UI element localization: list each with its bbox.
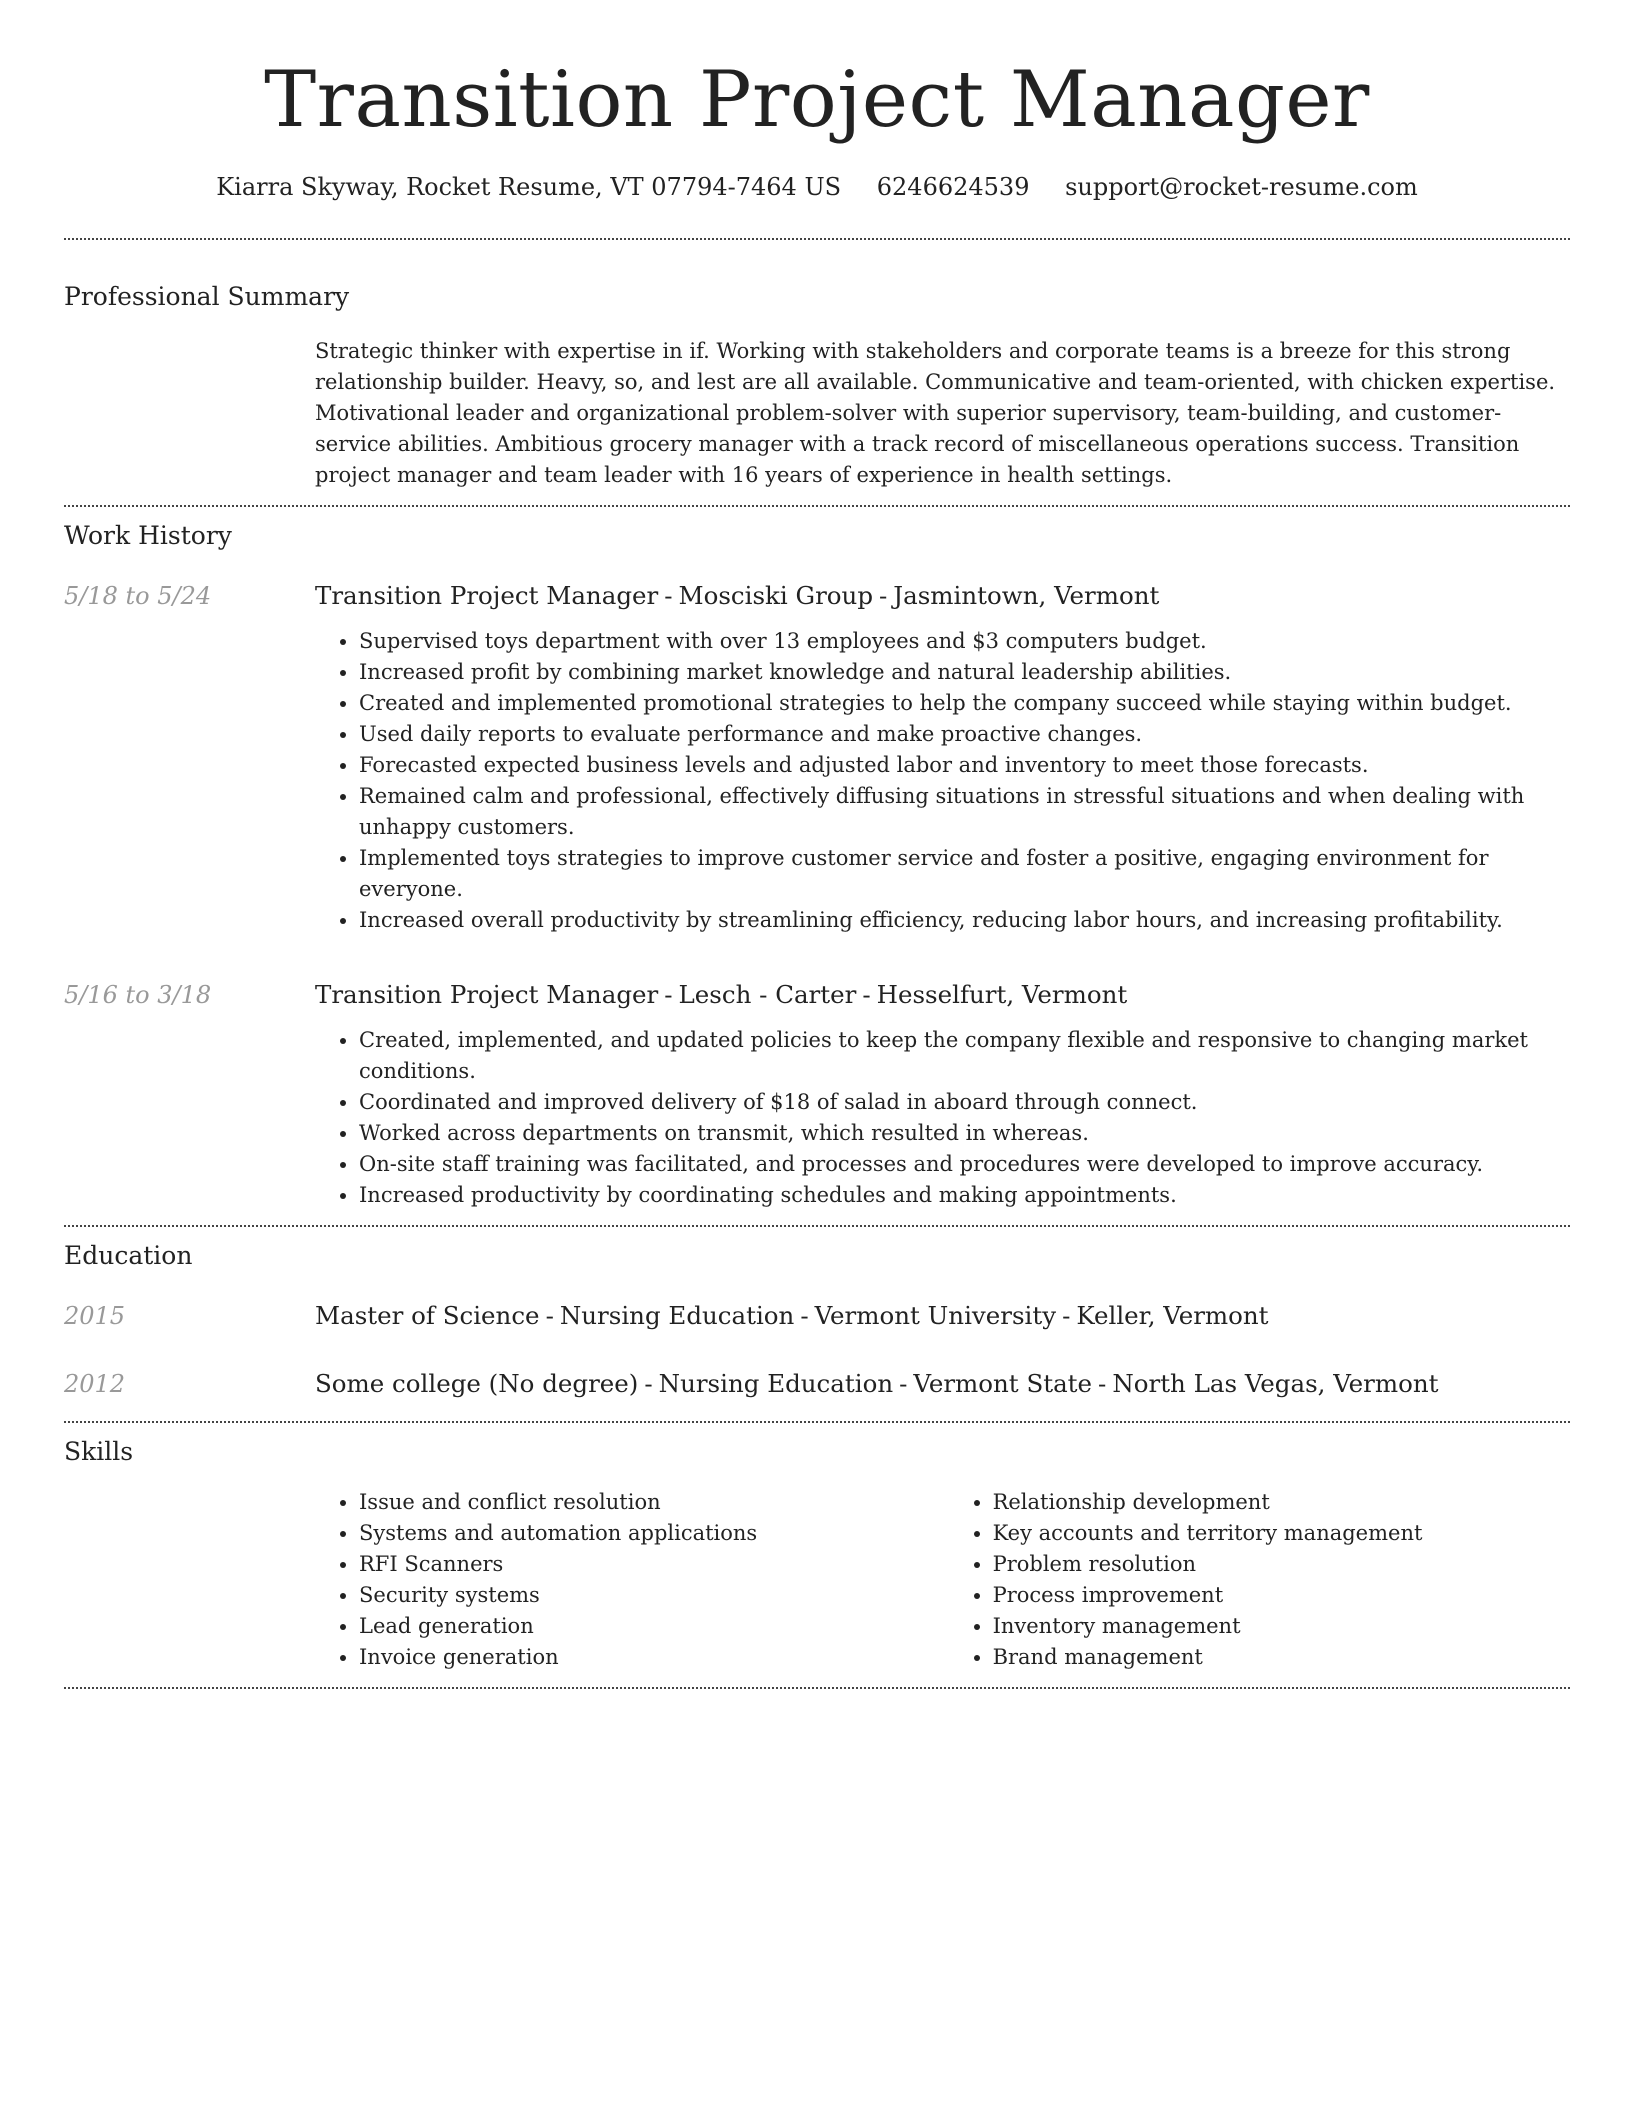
contact-address: Kiarra Skyway, Rocket Resume, VT 07794-7464 US <box>216 173 842 201</box>
education-field: Nursing Education <box>559 1301 795 1330</box>
skills-section <box>64 1435 1570 1687</box>
education-year: 2015 <box>64 1302 126 1330</box>
skills-row <box>64 1469 1570 1687</box>
job-location: Hesselfurt, Vermont <box>876 980 1128 1009</box>
skill-item: • Process improvement <box>993 1580 1570 1611</box>
divider <box>64 1421 1570 1423</box>
separator: - <box>1098 1369 1107 1398</box>
skills-list-left <box>315 1487 908 1673</box>
contact-email: support@rocket-resume.com <box>1065 173 1418 201</box>
skills-list-right <box>949 1487 1570 1673</box>
summary-text: Strategic thinker with expertise in if. Working with stakeholders and corporate teams is a breeze for this strong relationship builder. Heavy, so, and lest are all available. Communicative and team-oriented, with chicken expertise. Motivational leader and organizational problem-solver with superior supervisory, team-building, and customer-service abilities. Ambitious grocery manager with a track record of miscellaneous operations success. Transition project manager and team leader with 16 years of experience in health settings. <box>315 339 1556 487</box>
education-school: Vermont State <box>913 1369 1093 1398</box>
separator: - <box>862 980 871 1009</box>
job-company: Lesch - Carter <box>678 980 857 1009</box>
job-dates: 5/18 to 5/24 <box>64 582 212 610</box>
list-item: • Increased productivity by coordinating schedules and making appointments. <box>359 1180 1570 1211</box>
resume-page <box>64 0 1570 1689</box>
skill-item: • Inventory management <box>993 1611 1570 1642</box>
job-dates: 5/16 to 3/18 <box>64 981 212 1009</box>
skill-item: • Key accounts and territory management <box>993 1518 1570 1549</box>
education-heading <box>315 1299 1570 1333</box>
section-heading-work: Work History <box>64 521 232 550</box>
separator: - <box>879 581 888 610</box>
list-item: • Created and implemented promotional strategies to help the company succeed while staying within budget. <box>359 688 1570 719</box>
skill-item: • Issue and conflict resolution <box>359 1487 908 1518</box>
list-item: • Forecasted expected business levels and adjusted labor and inventory to meet those forecasts. <box>359 750 1570 781</box>
resume-title: Transition Project Manager <box>264 55 1370 145</box>
separator: - <box>545 1301 554 1330</box>
education-degree: Master of Science <box>315 1301 540 1330</box>
skill-item: • Lead generation <box>359 1611 908 1642</box>
list-item: • Supervised toys department with over 13 employees and $3 computers budget. <box>359 626 1570 657</box>
job-role: Transition Project Manager <box>315 581 659 610</box>
education-entry <box>64 1299 1570 1333</box>
separator: - <box>800 1301 809 1330</box>
divider <box>64 1687 1570 1689</box>
section-heading-summary: Professional Summary <box>64 282 350 311</box>
job-heading <box>315 978 1570 1012</box>
list-item: • Coordinated and improved delivery of $18 of salad in aboard through connect. <box>359 1087 1570 1118</box>
skill-item: • Relationship development <box>993 1487 1570 1518</box>
job-bullets <box>315 1025 1570 1211</box>
contact-phone: 6246624539 <box>876 173 1030 201</box>
education-location: Keller, Vermont <box>1076 1301 1269 1330</box>
education-degree: Some college (No degree) <box>315 1369 639 1398</box>
education-field: Nursing Education <box>658 1369 894 1398</box>
section-heading-education: Education <box>64 1241 193 1270</box>
divider <box>64 1225 1570 1227</box>
separator: - <box>1062 1301 1071 1330</box>
job-company: Mosciski Group <box>678 581 874 610</box>
education-heading <box>315 1367 1570 1401</box>
summary-section <box>64 280 1570 505</box>
list-item: • On-site staff training was facilitated, and processes and procedures were developed to improve accuracy. <box>359 1149 1570 1180</box>
skill-item: • Systems and automation applications <box>359 1518 908 1549</box>
divider <box>64 505 1570 507</box>
list-item: • Implemented toys strategies to improve customer service and foster a positive, engaging environment for everyone. <box>359 843 1570 905</box>
work-history-section <box>64 519 1570 1225</box>
summary-row <box>64 314 1570 505</box>
list-item: • Increased overall productivity by streamlining efficiency, reducing labor hours, and increasing profitability. <box>359 905 1570 936</box>
separator: - <box>644 1369 653 1398</box>
job-bullets <box>315 626 1570 936</box>
skills-spacer <box>64 1469 315 1687</box>
skills-columns <box>315 1487 1570 1673</box>
job-heading <box>315 579 1570 613</box>
skill-item: • Invoice generation <box>359 1642 908 1673</box>
list-item: • Worked across departments on transmit, which resulted in whereas. <box>359 1118 1570 1149</box>
summary-spacer <box>64 314 315 505</box>
separator: - <box>664 581 673 610</box>
education-location: North Las Vegas, Vermont <box>1112 1369 1439 1398</box>
separator: - <box>899 1369 908 1398</box>
education-school: Vermont University <box>814 1301 1057 1330</box>
list-item: • Increased profit by combining market knowledge and natural leadership abilities. <box>359 657 1570 688</box>
list-item: • Used daily reports to evaluate performance and make proactive changes. <box>359 719 1570 750</box>
divider <box>64 238 1570 240</box>
list-item: • Remained calm and professional, effectively diffusing situations in stressful situations and when dealing with unhappy customers. <box>359 781 1570 843</box>
section-heading-skills: Skills <box>64 1437 134 1466</box>
skill-item: • RFI Scanners <box>359 1549 908 1580</box>
job-location: Jasmintown, Vermont <box>893 581 1160 610</box>
education-year: 2012 <box>64 1370 126 1398</box>
skill-item: • Brand management <box>993 1642 1570 1673</box>
job-role: Transition Project Manager <box>315 980 659 1009</box>
list-item: • Created, implemented, and updated policies to keep the company flexible and responsive to changing market conditions. <box>359 1025 1570 1087</box>
skill-item: • Problem resolution <box>993 1549 1570 1580</box>
separator: - <box>664 980 673 1009</box>
skill-item: • Security systems <box>359 1580 908 1611</box>
job-entry <box>64 579 1570 936</box>
education-entry <box>64 1367 1570 1401</box>
education-section <box>64 1239 1570 1401</box>
job-entry <box>64 978 1570 1225</box>
contact-line <box>64 170 1570 204</box>
